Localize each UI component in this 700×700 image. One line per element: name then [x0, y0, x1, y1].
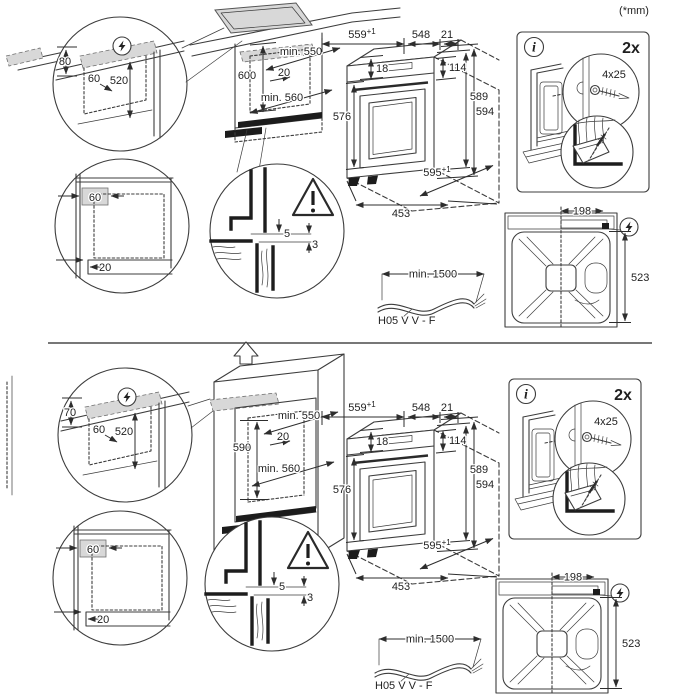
dim-front-width: $595^{+1}$ — [423, 165, 451, 179]
dim-door-gap: 21 — [440, 402, 454, 414]
hob-cutout — [215, 3, 312, 33]
screw-size: 4x25 — [594, 416, 618, 428]
dim-cable-height: 523 — [631, 272, 650, 284]
dim-offset: 60 — [86, 544, 100, 556]
gap-detail-circle — [205, 517, 339, 651]
dim-clearance: 80 — [58, 56, 72, 68]
gap-detail-circle — [210, 164, 344, 298]
cable-min-length: min. 1500 — [405, 633, 455, 646]
dim-height-b: 594 — [475, 106, 495, 118]
dim-top-gap: 5 — [278, 581, 286, 593]
side-detail-circle — [55, 159, 189, 293]
dim-cabinet-depth: min. 550 — [279, 46, 323, 58]
cable-type: H05 V V - F — [378, 315, 436, 327]
dim-niche-width: $559^{+1}$ — [348, 400, 376, 414]
dim-panel-height: 114 — [449, 62, 467, 74]
dim-recess: 20 — [97, 614, 110, 626]
oven-drawing — [322, 400, 499, 593]
dim-bottom-gap: 3 — [311, 239, 319, 251]
dim-cabinet-width: min. 560 — [260, 92, 304, 104]
dim-cable-height: 523 — [622, 638, 641, 650]
dim-offset: 60 — [92, 424, 106, 436]
mounting-info-box — [509, 379, 641, 539]
dim-cabinet-gap: 20 — [277, 67, 291, 79]
units-label: (*mm) — [619, 5, 649, 17]
dim-panel-height: 114 — [449, 435, 467, 447]
dim-cabinet-gap: 20 — [276, 431, 290, 443]
side-detail-circle — [53, 511, 187, 645]
dim-base-depth: 453 — [391, 581, 411, 593]
dim-body-height: 576 — [332, 111, 352, 123]
cable-type: H05 V V - F — [375, 680, 433, 692]
dim-top-clearance: 18 — [376, 436, 389, 448]
mounting-info-box — [517, 32, 649, 192]
dim-offset: 60 — [87, 73, 101, 85]
top-section — [6, 3, 649, 329]
dim-offset: 60 — [88, 192, 102, 204]
connection-detail-circle — [53, 17, 187, 151]
dim-body-height: 576 — [332, 484, 352, 496]
rear-view-drawing — [496, 572, 640, 696]
dim-cabinet-height: 600 — [237, 70, 257, 82]
screw-quantity: 2x — [614, 387, 632, 404]
cable-min-length: min. 1500 — [408, 268, 458, 281]
dim-height-a: 589 — [469, 91, 489, 103]
dim-height: 520 — [114, 426, 134, 438]
dim-cabinet-depth: min. 550 — [277, 410, 321, 422]
dim-depth-top: 548 — [411, 402, 431, 414]
info-symbol: i — [532, 40, 536, 56]
callout-wedge — [188, 399, 213, 428]
bottom-section — [7, 342, 641, 695]
power-cable-drawing — [375, 634, 483, 693]
dim-bottom-gap: 3 — [306, 592, 314, 604]
oven-drawing — [322, 27, 499, 220]
power-cable-drawing — [378, 269, 486, 328]
dim-depth-top: 548 — [411, 29, 431, 41]
dim-clearance: 70 — [63, 407, 77, 419]
dim-top-gap: 5 — [283, 228, 291, 240]
screw-size: 4x25 — [602, 69, 626, 81]
dim-base-depth: 453 — [391, 208, 411, 220]
dim-cable-offset: 198 — [572, 205, 592, 218]
dim-height-a: 589 — [469, 464, 489, 476]
rear-view-drawing — [505, 206, 649, 330]
dim-height: 520 — [109, 75, 129, 87]
screw-quantity: 2x — [622, 40, 640, 57]
dim-front-width: $595^{+1}$ — [423, 538, 451, 552]
dim-cable-offset: 198 — [563, 571, 583, 584]
dim-recess: 20 — [99, 262, 112, 274]
dim-niche-width: $559^{+1}$ — [348, 27, 376, 41]
info-symbol: i — [524, 387, 528, 403]
dim-height-b: 594 — [475, 479, 495, 491]
connection-detail-circle — [58, 368, 192, 502]
up-arrow-icon — [234, 342, 258, 364]
dim-cabinet-width: min. 560 — [257, 463, 301, 475]
dim-cabinet-height: 590 — [232, 442, 252, 454]
dim-door-gap: 21 — [440, 29, 454, 41]
dim-top-clearance: 18 — [376, 63, 389, 75]
